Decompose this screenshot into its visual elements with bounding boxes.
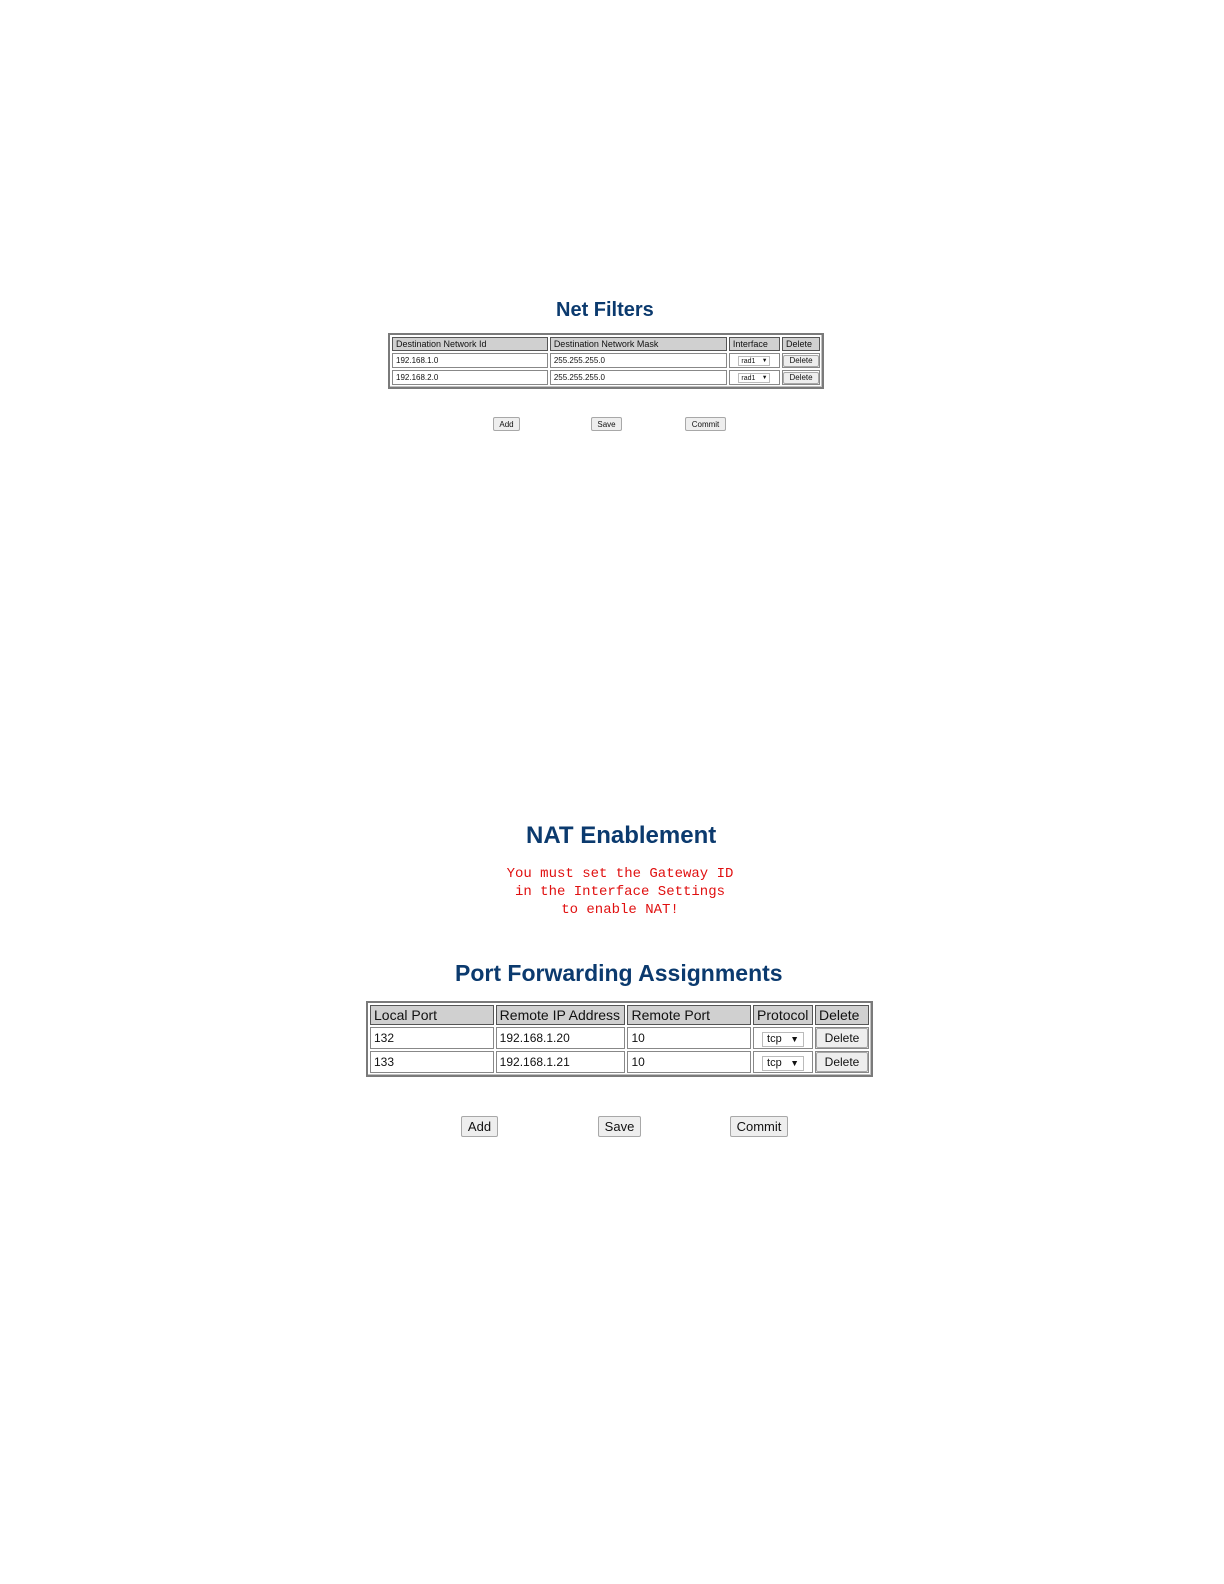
local-port-cell	[370, 1051, 494, 1073]
net-filters-title: Net Filters	[556, 299, 654, 321]
protocol-cell	[753, 1027, 813, 1049]
table-row	[392, 370, 820, 385]
column-header-remote-port: Remote Port	[627, 1005, 751, 1025]
interface-cell	[729, 353, 780, 368]
chevron-down-icon: ▼	[790, 1034, 800, 1045]
delete-cell	[815, 1051, 869, 1073]
column-header-destination-network-id: Destination Network Id	[392, 337, 548, 351]
delete-button[interactable]: Delete	[816, 1052, 868, 1072]
net-filters-add-button[interactable]: Add	[493, 417, 520, 431]
chevron-down-icon: ▼	[761, 358, 768, 365]
port-forwarding-table	[366, 1001, 873, 1077]
interface-select-value: rad1	[741, 374, 756, 382]
interface-select-value: rad1	[741, 357, 756, 365]
interface-select[interactable]	[738, 373, 770, 383]
network-mask-cell	[550, 370, 727, 385]
remote-port-cell	[627, 1051, 751, 1073]
table-header-row	[370, 1005, 869, 1025]
column-header-delete: Delete	[815, 1005, 869, 1025]
local-port-input[interactable]	[371, 1028, 493, 1048]
remote-ip-input[interactable]	[497, 1028, 625, 1048]
column-header-delete: Delete	[782, 337, 820, 351]
network-mask-cell	[550, 353, 727, 368]
remote-ip-input[interactable]	[497, 1052, 625, 1072]
delete-button[interactable]: Delete	[783, 372, 819, 384]
protocol-select[interactable]	[762, 1032, 804, 1047]
remote-ip-cell	[496, 1027, 626, 1049]
delete-cell	[782, 353, 820, 368]
port-forwarding-add-button[interactable]: Add	[461, 1116, 498, 1137]
column-header-destination-network-mask: Destination Network Mask	[550, 337, 727, 351]
net-filters-save-button[interactable]: Save	[591, 417, 622, 431]
delete-button[interactable]: Delete	[783, 355, 819, 367]
warning-line: You must set the Gateway ID	[506, 866, 734, 882]
network-id-cell	[392, 353, 548, 368]
interface-cell	[729, 370, 780, 385]
net-filters-commit-button[interactable]: Commit	[685, 417, 726, 431]
protocol-cell	[753, 1051, 813, 1073]
network-id-cell	[392, 370, 548, 385]
column-header-remote-ip-address: Remote IP Address	[496, 1005, 626, 1025]
protocol-select-value: tcp	[767, 1033, 782, 1046]
protocol-select[interactable]	[762, 1056, 804, 1071]
column-header-protocol: Protocol	[753, 1005, 813, 1025]
delete-cell	[782, 370, 820, 385]
table-row	[370, 1027, 869, 1049]
warning-line: in the Interface Settings	[514, 884, 726, 900]
local-port-cell	[370, 1027, 494, 1049]
net-filters-table	[388, 333, 824, 389]
remote-port-cell	[627, 1027, 751, 1049]
chevron-down-icon: ▼	[790, 1058, 800, 1069]
nat-enablement-title: NAT Enablement	[526, 822, 717, 849]
column-header-interface: Interface	[729, 337, 780, 351]
chevron-down-icon: ▼	[761, 375, 768, 382]
port-forwarding-title: Port Forwarding Assignments	[455, 960, 783, 986]
network-mask-input[interactable]	[551, 371, 726, 384]
network-id-input[interactable]	[393, 354, 547, 367]
delete-cell	[815, 1027, 869, 1049]
table-header-row	[392, 337, 820, 351]
interface-select[interactable]	[738, 356, 770, 366]
network-mask-input[interactable]	[551, 354, 726, 367]
remote-ip-cell	[496, 1051, 626, 1073]
column-header-local-port: Local Port	[370, 1005, 494, 1025]
remote-port-input[interactable]	[628, 1052, 750, 1072]
port-forwarding-save-button[interactable]: Save	[598, 1116, 641, 1137]
network-id-input[interactable]	[393, 371, 547, 384]
table-row	[370, 1051, 869, 1073]
remote-port-input[interactable]	[628, 1028, 750, 1048]
warning-line: to enable NAT!	[561, 902, 679, 918]
delete-button[interactable]: Delete	[816, 1028, 868, 1048]
port-forwarding-commit-button[interactable]: Commit	[730, 1116, 788, 1137]
local-port-input[interactable]	[371, 1052, 493, 1072]
protocol-select-value: tcp	[767, 1057, 782, 1070]
nat-warning-message	[470, 865, 770, 919]
table-row	[392, 353, 820, 368]
